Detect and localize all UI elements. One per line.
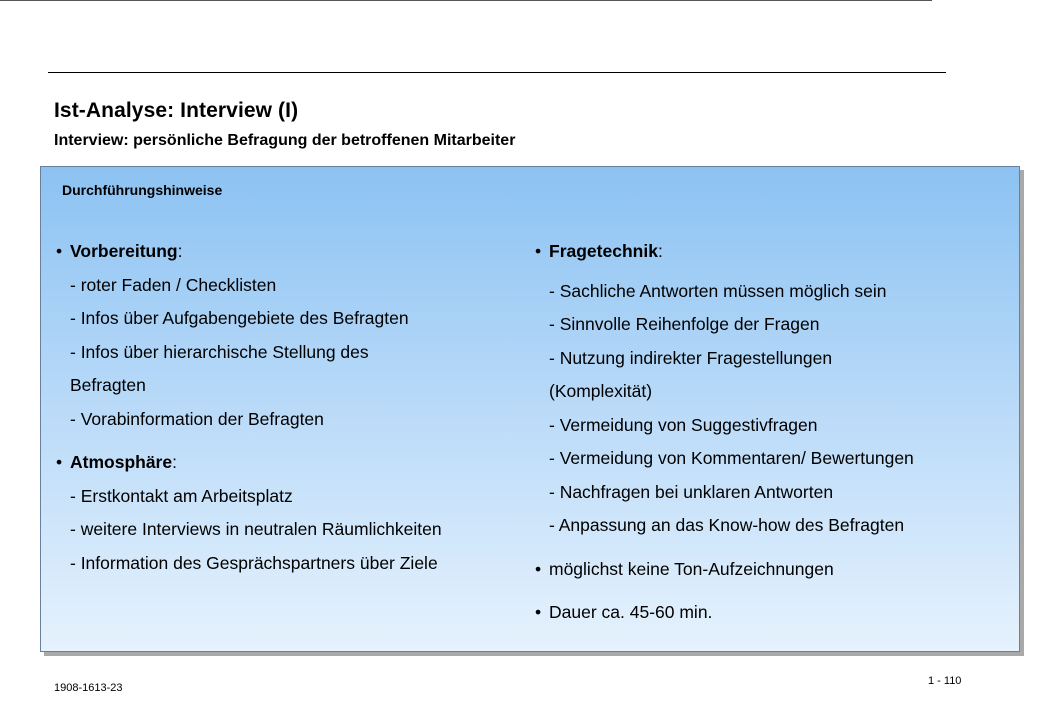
list-item: - Vorabinformation der Befragten xyxy=(70,408,324,429)
page-subtitle: Interview: persönliche Befragung der betroffenen Mitarbeiter xyxy=(54,132,516,149)
list-item: - Vermeidung von Suggestivfragen xyxy=(549,414,818,435)
bullet-fragetechnik: • Fragetechnik: xyxy=(535,235,1015,269)
bullet-dot: • xyxy=(56,452,63,472)
list-item: - Information des Gesprächspartners über Ziele xyxy=(70,552,438,573)
list-item: - Erstkontakt am Arbeitsplatz xyxy=(70,485,293,506)
panel-heading: Durchführungshinweise xyxy=(62,182,223,198)
list-item: - weitere Interviews in neutralen Räumlichkeiten xyxy=(70,519,442,539)
bullet-dot: • xyxy=(56,241,63,261)
bullet-label: Vorbereitung xyxy=(70,241,178,261)
list-item: (Komplexität) xyxy=(549,381,653,401)
bullet-dauer xyxy=(535,596,1015,630)
bullet-dot: • xyxy=(535,558,542,579)
bullet-text: Dauer ca. 45-60 min. xyxy=(549,602,713,622)
bullet-ton xyxy=(535,553,1015,587)
list-item: - Vermeidung von Kommentaren/ Bewertungen xyxy=(549,448,914,468)
list-item: - Infos über Aufgabengebiete des Befragten xyxy=(70,308,409,328)
list-item: - Infos über hierarchische Stellung des xyxy=(70,341,369,362)
left-column xyxy=(56,235,536,580)
top-rule xyxy=(48,72,946,73)
document-code: 1908-1613-23 xyxy=(54,682,123,694)
bullet-label: Atmosphäre xyxy=(70,452,173,472)
page-title: Ist-Analyse: Interview (I) xyxy=(54,99,299,122)
list-item: - Nutzung indirekter Fragestellungen xyxy=(549,347,833,368)
bullet-atmosphaere: • Atmosphäre: xyxy=(56,446,536,480)
list-item: - Anpassung an das Know-how des Befragten xyxy=(549,515,905,535)
list-item: - roter Faden / Checklisten xyxy=(70,274,277,295)
list-item: Befragten xyxy=(70,375,146,395)
list-item: - Nachfragen bei unklaren Antworten xyxy=(549,481,834,502)
bottom-rule xyxy=(0,0,932,1)
right-column xyxy=(535,235,1015,630)
bullet-vorbereitung: • Vorbereitung: xyxy=(56,235,536,269)
guidelines-panel xyxy=(40,166,1020,652)
bullet-dot: • xyxy=(535,241,542,261)
bullet-text: möglichst keine Ton-Aufzeichnungen xyxy=(549,558,834,579)
bullet-label: Fragetechnik xyxy=(549,241,658,261)
bullet-dot: • xyxy=(535,602,542,622)
list-item: - Sinnvolle Reihenfolge der Fragen xyxy=(549,314,820,334)
list-item: - Sachliche Antworten müssen möglich sein xyxy=(549,280,887,301)
page-number: 1 - 110 xyxy=(928,675,962,687)
